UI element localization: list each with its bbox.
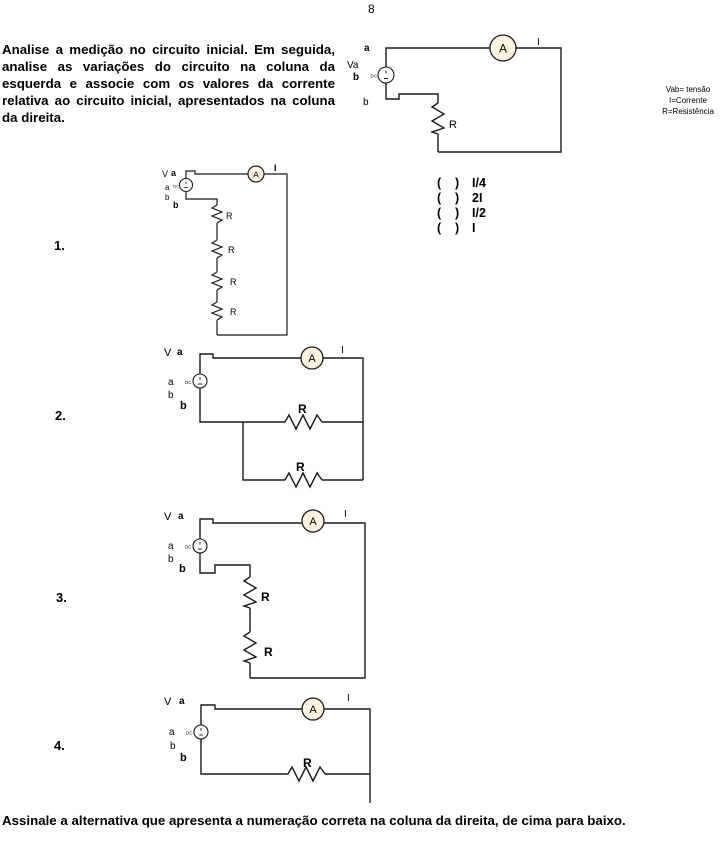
current-label: I xyxy=(347,693,350,704)
voltage-label: V xyxy=(164,347,172,359)
source-b-label: b xyxy=(165,193,170,202)
resistor-label: R xyxy=(230,307,237,317)
resistor-zigzag xyxy=(244,577,256,608)
voltage-label: V xyxy=(164,696,172,708)
resistor-label: R xyxy=(303,756,312,770)
circuit-1 xyxy=(150,160,300,345)
legend xyxy=(648,84,728,117)
resistor-zigzag xyxy=(212,240,222,258)
item-number-3: 3. xyxy=(56,590,67,605)
option-bracket-close: ) xyxy=(455,206,460,220)
dc-label: DC xyxy=(186,730,193,736)
resistor-zigzag xyxy=(212,302,222,320)
item-number-2: 2. xyxy=(55,408,66,423)
resistor-label: R xyxy=(264,645,273,659)
option-bracket-close: ) xyxy=(455,176,460,190)
resistor-label: R xyxy=(261,590,270,604)
current-label: I xyxy=(341,345,344,356)
dc-label: DC xyxy=(185,380,192,385)
footer-instruction: Assinale a alternativa que apresenta a numeração correta na coluna da direita, de cima para baixo. xyxy=(2,813,626,828)
resistor-zigzag xyxy=(432,103,444,134)
option-row xyxy=(437,176,486,191)
option-bracket-close: ) xyxy=(455,191,460,205)
resistor-label: R xyxy=(298,402,307,416)
dc-source-icon xyxy=(193,539,207,553)
resistor-zigzag xyxy=(212,272,222,290)
item-number-1: 1. xyxy=(54,238,65,253)
current-label: I xyxy=(344,509,347,520)
option-value: I xyxy=(472,221,476,235)
option-row xyxy=(437,221,486,236)
wire xyxy=(201,705,370,803)
instruction-text: Analise a medição no circuito inicial. Em seguida, analise as variações do circuito na coluna da esquerda e associe com os valores da corrente relativa ao circuito inicial, apresentados na coluna da direita. xyxy=(2,42,335,125)
source-a-label: a xyxy=(168,541,174,552)
node-a-label: a xyxy=(364,43,370,54)
node-b-label: b xyxy=(180,400,187,412)
resistor-label: R xyxy=(296,460,305,474)
wire xyxy=(386,48,561,152)
option-bracket-open: ( xyxy=(437,206,442,220)
dc-source-icon xyxy=(193,374,207,388)
legend-current: I=Corrente xyxy=(668,96,708,105)
node-a-label: a xyxy=(171,168,177,178)
option-bracket-open: ( xyxy=(437,176,442,190)
wire xyxy=(200,354,363,480)
resistor-zigzag xyxy=(285,415,322,429)
resistor-zigzag xyxy=(285,473,322,487)
resistor-label: R xyxy=(449,119,457,131)
node-a-label: a xyxy=(178,511,184,522)
circuit-2 xyxy=(160,340,375,495)
option-row xyxy=(437,191,486,206)
node-a-label: a xyxy=(179,696,185,707)
source-b-label: b xyxy=(168,554,174,565)
dc-source-icon xyxy=(180,179,193,192)
ammeter-label: A xyxy=(309,704,317,716)
source-b-label: b xyxy=(170,741,176,752)
source-a-label: a xyxy=(165,183,170,192)
dc-label: DC xyxy=(173,183,179,189)
voltage-label: V xyxy=(164,511,172,523)
node-b-label: b xyxy=(173,200,179,210)
page-number: 8 xyxy=(368,2,375,16)
source-b-label: b xyxy=(168,390,174,401)
option-bracket-open: ( xyxy=(437,191,442,205)
legend-voltage: Vab= tensão xyxy=(665,85,711,94)
legend-resistance: R=Resistência xyxy=(662,107,714,116)
ammeter-label: A xyxy=(253,169,259,180)
node-a-label: a xyxy=(177,347,183,358)
resistor-zigzag xyxy=(212,205,222,223)
resistor-zigzag xyxy=(244,632,256,663)
wire xyxy=(200,519,365,678)
source-a-label: a xyxy=(169,727,175,738)
option-value: I/2 xyxy=(472,206,486,220)
voltage-label: V xyxy=(162,169,169,179)
resistor-label: R xyxy=(226,211,233,221)
ammeter-label: A xyxy=(309,516,317,528)
vab-b-label: b xyxy=(353,72,360,83)
option-value: I/4 xyxy=(472,176,486,190)
node-b-label: b xyxy=(179,563,186,575)
source-a-label: a xyxy=(168,377,174,388)
wire xyxy=(186,171,287,335)
node-b-label: b xyxy=(363,97,369,108)
option-bracket-close: ) xyxy=(455,221,460,235)
vab-label: Va xyxy=(347,60,359,71)
ammeter-label: A xyxy=(498,41,508,56)
option-value: 2I xyxy=(472,191,483,205)
dc-source-icon xyxy=(194,725,208,739)
dc-source-icon xyxy=(378,67,394,83)
dc-label: DC xyxy=(370,73,377,79)
circuit-4 xyxy=(160,688,375,810)
dc-label: DC xyxy=(185,544,192,550)
circuit-initial xyxy=(340,30,580,160)
current-label: I xyxy=(537,37,540,48)
resistor-label: R xyxy=(228,245,235,255)
resistor-label: R xyxy=(230,277,237,287)
circuit-3 xyxy=(160,505,375,685)
option-bracket-open: ( xyxy=(437,221,442,235)
option-row xyxy=(437,206,486,221)
current-label: I xyxy=(274,163,277,173)
item-number-4: 4. xyxy=(54,738,65,753)
answer-options xyxy=(437,176,486,236)
ammeter-label: A xyxy=(308,353,316,365)
node-b-label: b xyxy=(180,752,187,764)
